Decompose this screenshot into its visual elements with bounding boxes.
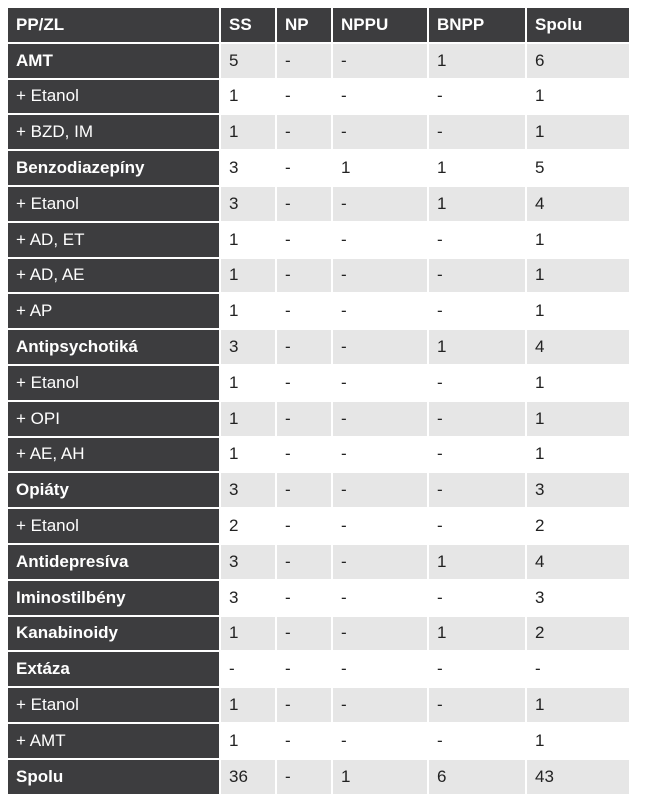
table-cell: 1 [333, 760, 427, 794]
table-cell: 1 [527, 688, 629, 722]
table-cell: - [277, 330, 331, 364]
row-label: + AE, AH [8, 438, 219, 472]
table-cell: - [277, 44, 331, 78]
table-row [8, 402, 629, 436]
table-cell: - [277, 652, 331, 686]
table-cell: - [277, 688, 331, 722]
table-cell: 3 [527, 581, 629, 615]
table-cell: - [429, 473, 525, 507]
table-cell: 1 [527, 438, 629, 472]
table-cell: 1 [429, 545, 525, 579]
table-cell: - [429, 223, 525, 257]
table-cell: - [277, 223, 331, 257]
data-table-container [6, 6, 631, 796]
table-cell: - [277, 509, 331, 543]
row-label: + AMT [8, 724, 219, 758]
table-cell: - [333, 545, 427, 579]
table-cell: - [277, 80, 331, 114]
table-cell: 1 [527, 115, 629, 149]
table-cell: - [333, 509, 427, 543]
table-row [8, 438, 629, 472]
table-cell: 1 [221, 115, 275, 149]
header-cell-bnpp: BNPP [429, 8, 525, 42]
table-cell: - [333, 80, 427, 114]
row-label: Extáza [8, 652, 219, 686]
table-cell: 1 [527, 366, 629, 400]
table-row [8, 187, 629, 221]
table-cell: - [277, 402, 331, 436]
table-cell: 1 [221, 294, 275, 328]
header-cell-spolu: Spolu [527, 8, 629, 42]
table-cell: 1 [221, 223, 275, 257]
row-label: + AP [8, 294, 219, 328]
table-cell: - [277, 187, 331, 221]
table-cell: 4 [527, 187, 629, 221]
table-cell: - [333, 294, 427, 328]
table-row [8, 366, 629, 400]
table-cell: 1 [527, 294, 629, 328]
table-cell: - [277, 617, 331, 651]
data-table [6, 6, 631, 796]
table-cell: 1 [527, 402, 629, 436]
table-cell: - [333, 473, 427, 507]
table-cell: - [429, 688, 525, 722]
table-cell: - [429, 652, 525, 686]
table-cell: 1 [221, 438, 275, 472]
table-cell: 1 [429, 44, 525, 78]
table-cell: 1 [221, 80, 275, 114]
table-cell: - [277, 581, 331, 615]
table-row [8, 724, 629, 758]
table-row [8, 617, 629, 651]
table-row [8, 115, 629, 149]
table-row [8, 473, 629, 507]
row-label: Antidepresíva [8, 545, 219, 579]
table-cell: 43 [527, 760, 629, 794]
table-cell: 1 [429, 617, 525, 651]
table-cell: 3 [221, 330, 275, 364]
table-row [8, 330, 629, 364]
table-cell: - [277, 294, 331, 328]
table-cell: 1 [527, 80, 629, 114]
table-body [8, 44, 629, 794]
table-cell: - [429, 80, 525, 114]
table-cell: 1 [221, 617, 275, 651]
table-cell: 4 [527, 545, 629, 579]
table-cell: - [277, 115, 331, 149]
table-row [8, 581, 629, 615]
header-cell-np: NP [277, 8, 331, 42]
table-cell: - [333, 617, 427, 651]
row-label: + Etanol [8, 366, 219, 400]
table-cell: 2 [221, 509, 275, 543]
table-cell: 3 [221, 473, 275, 507]
table-cell: - [221, 652, 275, 686]
table-row [8, 688, 629, 722]
table-row [8, 151, 629, 185]
table-row [8, 294, 629, 328]
row-label: + Etanol [8, 509, 219, 543]
header-cell-ss: SS [221, 8, 275, 42]
table-cell: - [429, 402, 525, 436]
table-cell: 1 [221, 724, 275, 758]
header-cell-nppu: NPPU [333, 8, 427, 42]
row-label: Iminostilbény [8, 581, 219, 615]
table-cell: 2 [527, 509, 629, 543]
table-row [8, 223, 629, 257]
table-cell: - [333, 366, 427, 400]
table-cell: - [277, 473, 331, 507]
table-cell: 1 [429, 330, 525, 364]
table-row [8, 44, 629, 78]
table-cell: 36 [221, 760, 275, 794]
row-label: + Etanol [8, 688, 219, 722]
row-label: + Etanol [8, 187, 219, 221]
table-cell: 1 [221, 259, 275, 293]
table-cell: - [333, 652, 427, 686]
table-cell: 1 [429, 151, 525, 185]
table-cell: - [333, 724, 427, 758]
table-cell: - [429, 294, 525, 328]
table-row [8, 259, 629, 293]
table-cell: - [333, 44, 427, 78]
row-label: + Etanol [8, 80, 219, 114]
table-cell: - [333, 187, 427, 221]
table-row [8, 80, 629, 114]
table-cell: 1 [527, 724, 629, 758]
table-cell: - [277, 545, 331, 579]
table-cell: 3 [221, 187, 275, 221]
table-row [8, 652, 629, 686]
table-cell: - [277, 438, 331, 472]
table-cell: - [333, 330, 427, 364]
table-cell: - [333, 688, 427, 722]
table-cell: 3 [221, 151, 275, 185]
table-cell: - [527, 652, 629, 686]
table-cell: - [333, 402, 427, 436]
table-cell: - [429, 581, 525, 615]
table-cell: 1 [221, 688, 275, 722]
row-label: Opiáty [8, 473, 219, 507]
row-label: Benzodiazepíny [8, 151, 219, 185]
row-label: Antipsychotiká [8, 330, 219, 364]
row-label: + OPI [8, 402, 219, 436]
table-cell: 1 [429, 187, 525, 221]
row-label: Kanabinoidy [8, 617, 219, 651]
table-cell: - [429, 259, 525, 293]
table-cell: - [429, 438, 525, 472]
table-cell: - [429, 115, 525, 149]
table-cell: 5 [221, 44, 275, 78]
table-cell: - [333, 115, 427, 149]
table-cell: 1 [333, 151, 427, 185]
table-cell: - [333, 438, 427, 472]
table-cell: 5 [527, 151, 629, 185]
table-cell: - [277, 259, 331, 293]
row-label: AMT [8, 44, 219, 78]
row-label: + BZD, IM [8, 115, 219, 149]
table-cell: - [429, 509, 525, 543]
row-label: + AD, AE [8, 259, 219, 293]
table-cell: - [333, 581, 427, 615]
table-cell: 6 [429, 760, 525, 794]
row-label: Spolu [8, 760, 219, 794]
table-cell: - [277, 151, 331, 185]
table-row [8, 760, 629, 794]
table-cell: - [333, 259, 427, 293]
table-header-row [8, 8, 629, 42]
table-cell: 3 [221, 581, 275, 615]
table-cell: 1 [221, 366, 275, 400]
table-row [8, 545, 629, 579]
table-cell: 1 [527, 259, 629, 293]
table-cell: 3 [527, 473, 629, 507]
table-cell: 1 [527, 223, 629, 257]
table-cell: 6 [527, 44, 629, 78]
table-cell: 1 [221, 402, 275, 436]
row-label: + AD, ET [8, 223, 219, 257]
table-cell: 4 [527, 330, 629, 364]
table-cell: 3 [221, 545, 275, 579]
table-row [8, 509, 629, 543]
table-cell: - [333, 223, 427, 257]
table-cell: - [277, 366, 331, 400]
table-cell: - [429, 724, 525, 758]
table-cell: 2 [527, 617, 629, 651]
header-cell-pp-zl: PP/ZL [8, 8, 219, 42]
table-cell: - [277, 724, 331, 758]
table-cell: - [277, 760, 331, 794]
table-cell: - [429, 366, 525, 400]
